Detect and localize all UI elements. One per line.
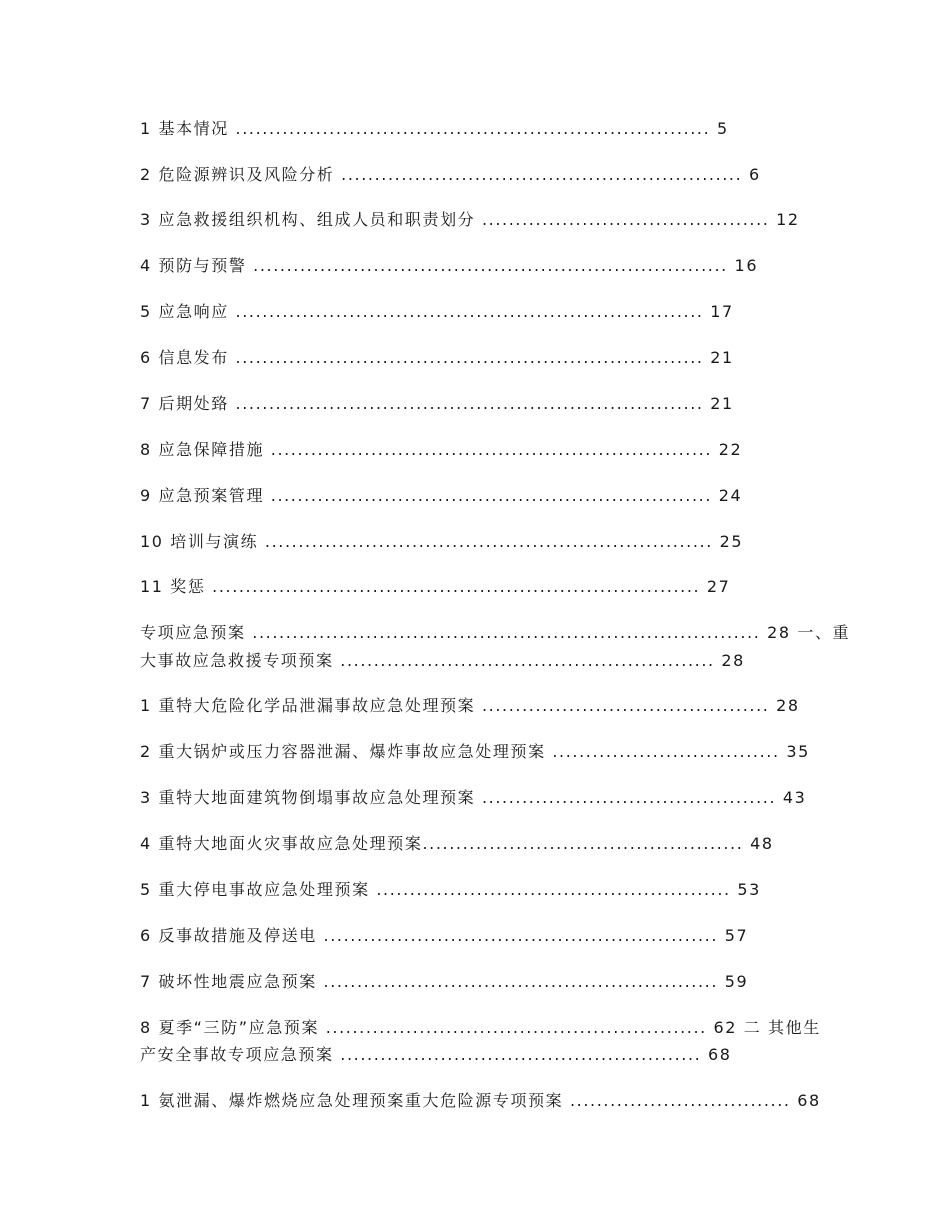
toc-entry: 9 应急预案管理 .................................................................. 24 (140, 486, 743, 505)
toc-entry: 4 重特大地面火灾事故应急处理预案................................................ 48 (140, 834, 774, 853)
toc-entry: 2 重大锅炉或压力容器泄漏、爆炸事故应急处理预案 .................................. 35 (140, 742, 810, 761)
toc-entry: 5 应急响应 ...................................................................... 17 (140, 302, 734, 321)
toc-entry: 10 培训与演练 ................................................................... 25 (140, 532, 744, 551)
toc-entry: 2 危险源辨识及风险分析 ............................................................ 6 (140, 165, 761, 184)
toc-entry: 5 重大停电事故应急处理预案 ..................................................... 53 (140, 880, 761, 899)
toc-entry: 1 重特大危险化学品泄漏事故应急处理预案 ........................................... 28 (140, 696, 800, 715)
toc-entry: 6 反事故措施及停送电 ........................................................... 57 (140, 926, 749, 945)
toc-entry: 11 奖惩 ......................................................................... 27 (140, 577, 731, 596)
toc-entry: 6 信息发布 ...................................................................... 21 (140, 348, 734, 367)
toc-entry: 产安全事故专项应急预案 ...................................................... 68 (140, 1045, 732, 1064)
toc-entry: 8 夏季“三防”应急预案 ......................................................... 62 二 其他生 (140, 1018, 821, 1037)
toc-entry: 3 应急救援组织机构、组成人员和职责划分 ........................................... 12 (140, 210, 800, 229)
toc-entry: 7 后期处臵 ...................................................................... 21 (140, 394, 734, 413)
toc-entry: 专项应急预案 ............................................................................ 28 一、重 (140, 623, 851, 642)
toc-entry: 大事故应急救援专项预案 ........................................................ 28 (140, 651, 745, 670)
toc-entry: 4 预防与预警 ....................................................................... 16 (140, 256, 759, 275)
toc-entry: 1 基本情况 ....................................................................... 5 (140, 119, 729, 138)
toc-entry: 3 重特大地面建筑物倒塌事故应急处理预案 ............................................ 43 (140, 788, 807, 807)
toc-entry: 7 破坏性地震应急预案 ........................................................... 59 (140, 972, 749, 991)
toc-entry: 8 应急保障措施 .................................................................. 22 (140, 440, 743, 459)
toc-entry: 1 氨泄漏、爆炸燃烧应急处理预案重大危险源专项预案 ................................. 68 (140, 1091, 821, 1110)
